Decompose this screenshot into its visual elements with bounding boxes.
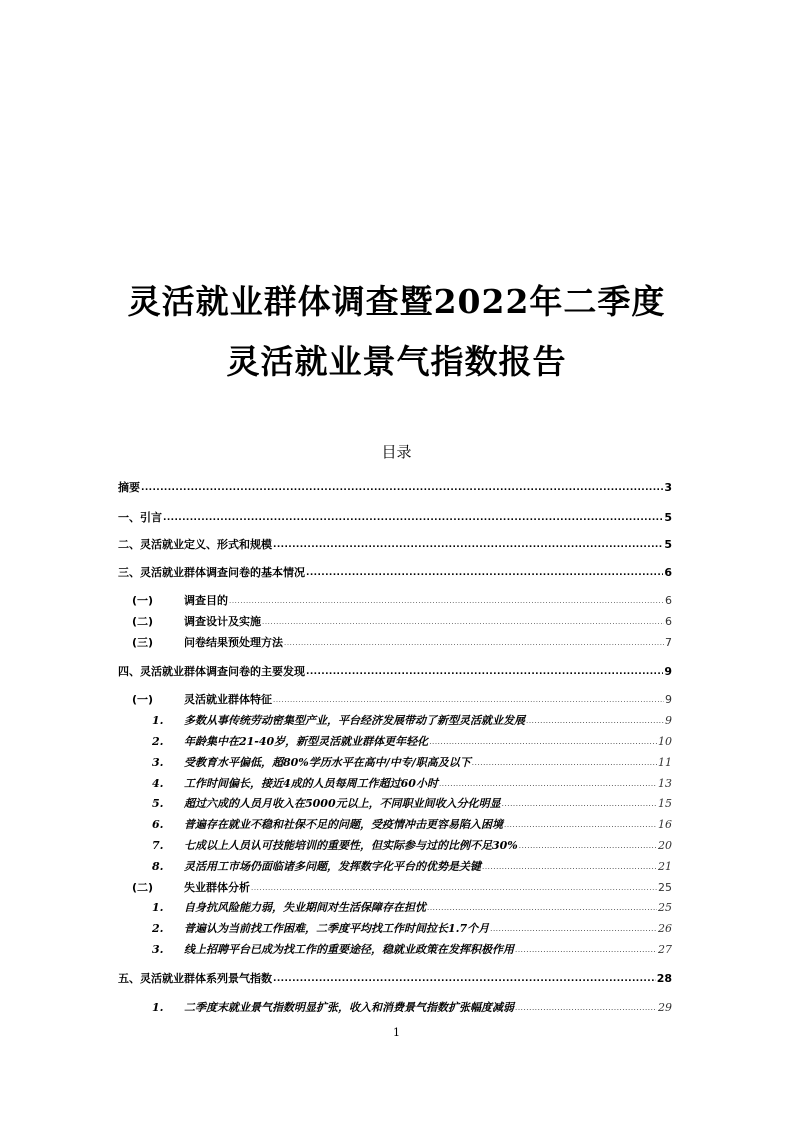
toc-entry[interactable]: [118, 922, 672, 936]
toc-entry[interactable]: [118, 797, 672, 811]
toc-dot-leader: [141, 481, 663, 495]
toc-entry-title: 普遍存在就业不稳和社保不足的问题，受疫情冲击更容易陷入困境: [184, 818, 503, 831]
toc-entry-page: 6: [665, 594, 672, 607]
page-number: 1: [393, 1026, 400, 1039]
toc-entry-number: 1.: [152, 901, 164, 914]
toc-entry[interactable]: [118, 615, 672, 629]
toc-entry-title: 三、灵活就业群体调查问卷的基本情况: [118, 566, 305, 579]
toc-entry[interactable]: [118, 481, 672, 495]
toc-entry[interactable]: [118, 943, 672, 957]
toc-entry-title: 二季度末就业景气指数明显扩张，收入和消费景气指数扩张幅度减弱: [184, 1001, 514, 1014]
toc-entry-title: 七成以上人员认可技能培训的重要性，但实际参与过的比例不足30%: [184, 839, 518, 852]
toc-entry-number: (一): [132, 594, 154, 607]
toc-entry-page: 5: [664, 511, 672, 524]
toc-entry-number: 2.: [152, 735, 164, 748]
toc-entry-page: 9: [665, 714, 672, 727]
toc-entry-title: 工作时间偏长，接近4成的人员每周工作超过60小时: [184, 777, 438, 790]
toc-entry-title: 问卷结果预处理方法: [184, 636, 283, 649]
toc-entry-title: 普遍认为当前找工作困难，二季度平均找工作时间拉长1.7个月: [184, 922, 490, 935]
toc-entry[interactable]: [118, 594, 672, 608]
toc-entry[interactable]: [118, 972, 672, 986]
toc-dot-leader: [519, 839, 657, 853]
toc-entry-number: 5.: [152, 797, 164, 810]
toc-dot-leader: [306, 665, 663, 679]
toc-entry-page: 3: [664, 481, 672, 494]
toc-entry[interactable]: [118, 665, 672, 679]
toc-entry-title: 灵活用工市场仍面临诸多问题，发挥数字化平台的优势是关键: [184, 860, 481, 873]
toc-dot-leader: [472, 756, 657, 770]
toc-entry-title: 调查设计及实施: [184, 615, 261, 628]
toc-entry-number: 1.: [152, 714, 164, 727]
toc-entry[interactable]: [118, 839, 672, 853]
toc-entry-page: 6: [665, 615, 672, 628]
toc-entry-page: 26: [658, 922, 672, 935]
toc-entry-title: 一、引言: [118, 511, 162, 524]
toc-entry-title: 线上招聘平台已成为找工作的重要途径，稳就业政策在发挥积极作用: [184, 943, 514, 956]
toc-entry-title: 二、灵活就业定义、形式和规模: [118, 538, 272, 551]
toc-entry-title: 四、灵活就业群体调查问卷的主要发现: [118, 665, 305, 678]
toc-entry-number: (一): [132, 693, 154, 706]
toc-dot-leader: [439, 777, 657, 791]
toc-entry-page: 11: [658, 756, 672, 769]
toc-entry-page: 16: [658, 818, 672, 831]
toc-entry-title: 受教育水平偏低，超80%学历水平在高中/中专/职高及以下: [184, 756, 471, 769]
toc-entry-number: 1.: [152, 1001, 164, 1014]
toc-entry[interactable]: [118, 860, 672, 874]
toc-entry-page: 9: [665, 693, 672, 706]
toc-entry-title: 多数从事传统劳动密集型产业，平台经济发展带动了新型灵活就业发展: [184, 714, 525, 727]
toc-entry[interactable]: [118, 881, 672, 895]
toc-dot-leader: [490, 922, 657, 936]
toc-entry[interactable]: [118, 714, 672, 728]
toc-entry-page: 13: [658, 777, 672, 790]
toc-entry-page: 25: [658, 881, 672, 894]
toc-entry-title: 失业群体分析: [184, 881, 250, 894]
toc-dot-leader: [273, 972, 656, 986]
toc-entry-title: 自身抗风险能力弱，失业期间对生活保障存在担忧: [184, 901, 426, 914]
toc-entry-number: 2.: [152, 922, 164, 935]
toc-dot-leader: [502, 797, 657, 811]
toc-entry-page: 21: [658, 860, 672, 873]
report-title-line-1: 灵活就业群体调查暨2022年二季度: [127, 282, 666, 321]
report-title-line-2: 灵活就业景气指数报告: [226, 342, 567, 381]
toc-dot-leader: [515, 943, 657, 957]
toc-entry-page: 25: [658, 901, 672, 914]
toc-dot-leader: [273, 538, 663, 552]
toc-entry[interactable]: [118, 735, 672, 749]
toc-dot-leader: [429, 735, 657, 749]
toc-heading: 目录: [381, 443, 412, 461]
toc-entry-number: 6.: [152, 818, 164, 831]
toc-entry-title: 年龄集中在21-40岁，新型灵活就业群体更年轻化: [184, 735, 429, 748]
toc-dot-leader: [306, 566, 663, 580]
toc-entry[interactable]: [118, 818, 672, 832]
toc-entry-title: 超过六成的人员月收入在5000元以上，不同职业间收入分化明显: [184, 797, 501, 810]
toc-entry-page: 28: [656, 972, 672, 985]
toc-entry-title: 灵活就业群体特征: [184, 693, 272, 706]
toc-entry-number: 7.: [152, 839, 164, 852]
toc-entry-number: (三): [132, 636, 154, 649]
toc-dot-leader: [284, 636, 664, 650]
toc-entry-number: 3.: [152, 756, 164, 769]
toc-entry[interactable]: [118, 756, 672, 770]
toc-entry-page: 9: [664, 665, 672, 678]
toc-dot-leader: [273, 693, 664, 707]
toc-entry-number: 3.: [152, 943, 164, 956]
toc-entry-page: 5: [664, 538, 672, 551]
toc-entry-number: 8.: [152, 860, 164, 873]
toc-entry-page: 20: [658, 839, 672, 852]
toc-entry-title: 调查目的: [184, 594, 228, 607]
toc-entry-page: 10: [658, 735, 672, 748]
toc-dot-leader: [482, 860, 657, 874]
toc-dot-leader: [229, 594, 664, 608]
toc-entry[interactable]: [118, 777, 672, 791]
toc-dot-leader: [504, 818, 657, 832]
toc-entry-title: 五、灵活就业群体系列景气指数: [118, 972, 272, 985]
toc-dot-leader: [526, 714, 664, 728]
toc-entry[interactable]: [118, 511, 672, 525]
toc-entry-page: 29: [658, 1001, 672, 1014]
toc-dot-leader: [163, 511, 663, 525]
toc-entry-page: 6: [664, 566, 672, 579]
toc-entry-title: 摘要: [118, 481, 140, 494]
toc-dot-leader: [515, 1001, 657, 1015]
toc-entry-number: (二): [132, 615, 154, 628]
toc-entry-page: 27: [658, 943, 672, 956]
toc-entry[interactable]: [118, 693, 672, 707]
toc-dot-leader: [427, 901, 657, 915]
toc-entry[interactable]: [118, 1001, 672, 1015]
toc-entry-page: 15: [658, 797, 672, 810]
toc-entry-number: 4.: [152, 777, 164, 790]
toc-entry-number: (二): [132, 881, 154, 894]
toc-entry[interactable]: [118, 538, 672, 552]
toc-entry-page: 7: [665, 636, 672, 649]
toc-dot-leader: [262, 615, 664, 629]
toc-dot-leader: [251, 881, 657, 895]
toc-entry[interactable]: [118, 566, 672, 580]
toc-entry[interactable]: [118, 901, 672, 915]
toc-entry[interactable]: [118, 636, 672, 650]
